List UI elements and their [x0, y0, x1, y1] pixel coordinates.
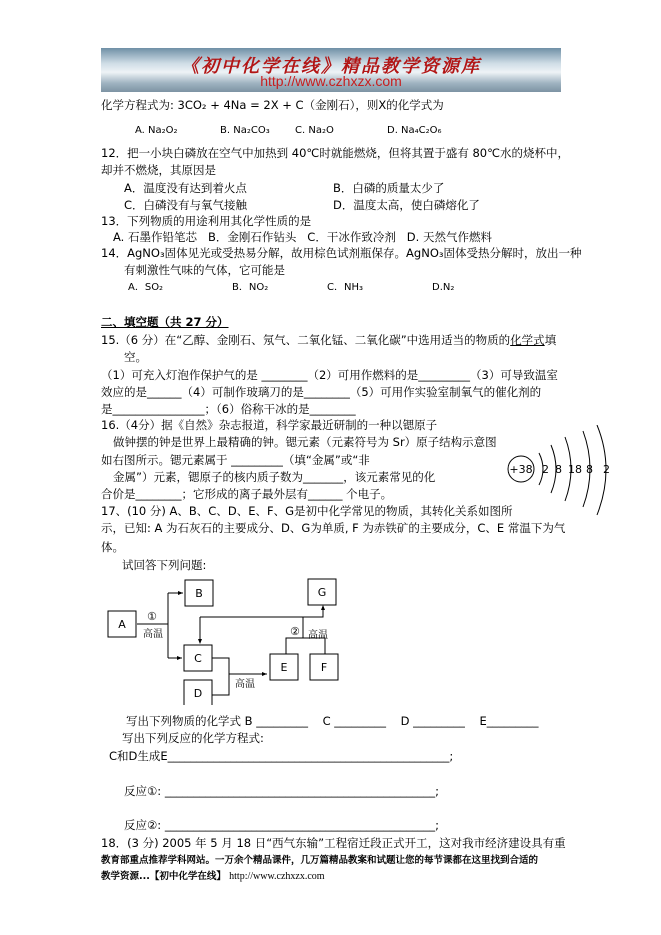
footer-url[interactable]: http://www.czhxzx.com	[229, 871, 325, 882]
shell-electrons: 18	[568, 463, 582, 476]
shell-electrons: 8	[555, 463, 562, 476]
node-f: F	[320, 661, 328, 674]
reaction-2-label: ②	[290, 625, 300, 638]
q11-option-d: D. Na₄C₂O₆	[387, 125, 442, 136]
q16-line-1: 16.（4分）据《自然》杂志报道，科学家最近研制的一种以锶原子	[101, 418, 438, 432]
footer-line-2	[101, 869, 325, 885]
q17-line-2: 示，已知: A 为石灰石的主要成分、D、G为单质, F 为赤铁矿的主要成分，C、E 常温下为气	[101, 521, 566, 535]
condition-high-temp: 高温	[308, 630, 328, 641]
shell-electrons: 8	[586, 463, 593, 476]
footer-text: 教学资源...【初中化学在线】	[101, 871, 226, 882]
q12-option-c: C．白磷没有与氧气接触	[124, 198, 248, 212]
q15-stem-end: 填	[544, 333, 557, 347]
banner-title: 《初中化学在线》精品教学资源库	[181, 56, 481, 77]
shell-electrons: 2	[542, 463, 549, 476]
q17-line-8: 反应①: _______________________________________________;	[124, 784, 439, 798]
q14-option-d: D.N₂	[432, 282, 455, 293]
condition-high-temp: 高温	[143, 629, 163, 640]
node-g: G	[317, 586, 327, 599]
q17-line-9: 反应②: _______________________________________________;	[124, 818, 439, 832]
banner-url[interactable]: http://www.czhxzx.com	[260, 73, 402, 89]
q14-stem-2: 有刺激性气味的气体，它可能是	[124, 263, 285, 277]
q17-line-5: 写出下列物质的化学式 B _________ C _________ D _________ E_________	[126, 714, 539, 728]
section-2-title: 二、填空题（共 27 分）	[101, 315, 229, 329]
q14-option-b: B．NO₂	[232, 282, 269, 293]
condition-high-temp: 高温	[235, 679, 255, 690]
shell-electrons: 2	[603, 463, 610, 476]
header-banner	[101, 48, 561, 92]
q16-line-2: 做钟摆的钟是世界上最精确的钟。锶元素（元素符号为 Sr）原子结构示意图	[113, 435, 497, 449]
q11-option-c: C. Na₂O	[295, 125, 334, 136]
atom-structure-diagram	[505, 425, 615, 520]
footer-line-1: 教育部重点推荐学科网站。一万余个精品课件，几万篇精品教案和试题让您的每节课都在这里找到合适的	[101, 855, 539, 866]
reaction-1-label: ①	[147, 610, 157, 623]
q15-stem-underlined: 化学式	[510, 333, 545, 347]
connector	[200, 607, 325, 654]
q15-stem-2: 空。	[124, 350, 147, 364]
q12-option-b: B．白磷的质量太少了	[333, 181, 445, 195]
q12-stem-1: 12．把一小块白磷放在空气中加热到 40℃时就能燃烧，但将其置于盛有 80℃水的烧杯中，	[101, 146, 570, 160]
q15-line-1: （1）可充入灯泡作保护气的是 ________（2）可用作燃料的是_________（3）可导致温室	[101, 368, 558, 382]
q17-line-6: 写出下列反应的化学方程式:	[122, 731, 264, 745]
q12-option-d: D．温度太高，使白磷熔化了	[333, 198, 480, 212]
q11-option-b: B. Na₂CO₃	[220, 125, 270, 136]
q13-options: A. 石墨作铅笔芯 B．金刚石作钻头 C．干冰作致冷剂 D. 天然气作燃料	[113, 230, 492, 244]
q17-line-1: 17、(10 分) A、B、C、D、E、F、G是初中化学常见的物质，其转化关系如图所	[101, 504, 513, 518]
q16-line-4: 金属”）元素，锶原子的核内质子数为_______，该元素常见的化	[113, 470, 436, 484]
node-e: E	[280, 661, 288, 674]
q11-stem: 化学方程式为: 3CO₂ + 4Na = 2X + C（金刚石），则X的化学式为	[101, 98, 444, 112]
q15-line-3: 是________________；（6）俗称干冰的是________	[101, 402, 356, 416]
q14-option-a: A．SO₂	[128, 282, 164, 293]
q15-line-2: 效应的是______（4）可制作玻璃刀的是________（5）可用作实验室制氧气的催化剂的	[101, 385, 542, 399]
q15-stem-1	[101, 332, 556, 348]
q12-stem-2: 却并不燃烧，其原因是	[101, 163, 216, 177]
node-b: B	[195, 587, 203, 600]
q16-line-5: 合价是________；它形成的离子最外层有______ 个电子。	[101, 487, 393, 501]
conversion-diagram	[95, 575, 355, 705]
q15-stem-text: 15.（6 分）在“乙醇、金刚石、氖气、二氧化锰、二氧化碳”中选用适当的物质的	[101, 333, 511, 347]
q17-line-4: 试回答下列问题:	[122, 558, 207, 572]
node-a: A	[118, 618, 126, 631]
q12-option-a: A．温度没有达到着火点	[124, 181, 247, 195]
q17-line-3: 体。	[101, 540, 124, 554]
q14-stem-1: 14．AgNO₃固体见光或受热易分解，故用棕色试剂瓶保存。AgNO₃固体受热分解时，放出一种	[101, 246, 582, 260]
q17-line-7: C和D生成E_________________________________________________;	[109, 749, 454, 763]
nucleus-charge: +38	[509, 463, 533, 476]
q13-stem: 13．下列物质的用途利用其化学性质的是	[101, 214, 312, 228]
node-d: D	[193, 687, 203, 700]
node-c: C	[194, 652, 202, 665]
q11-option-a: A. Na₂O₂	[135, 125, 178, 136]
q18-line-1: 18．(3 分) 2005 年 5 月 18 日“西气东输”工程宿迁段正式开工，这对我市经济建设具有重	[101, 836, 566, 850]
q14-option-c: C．NH₃	[327, 282, 363, 293]
connector	[137, 593, 183, 658]
q16-line-3: 如右图所示。锶元素属于 _________（填“金属”或“非	[101, 453, 370, 467]
